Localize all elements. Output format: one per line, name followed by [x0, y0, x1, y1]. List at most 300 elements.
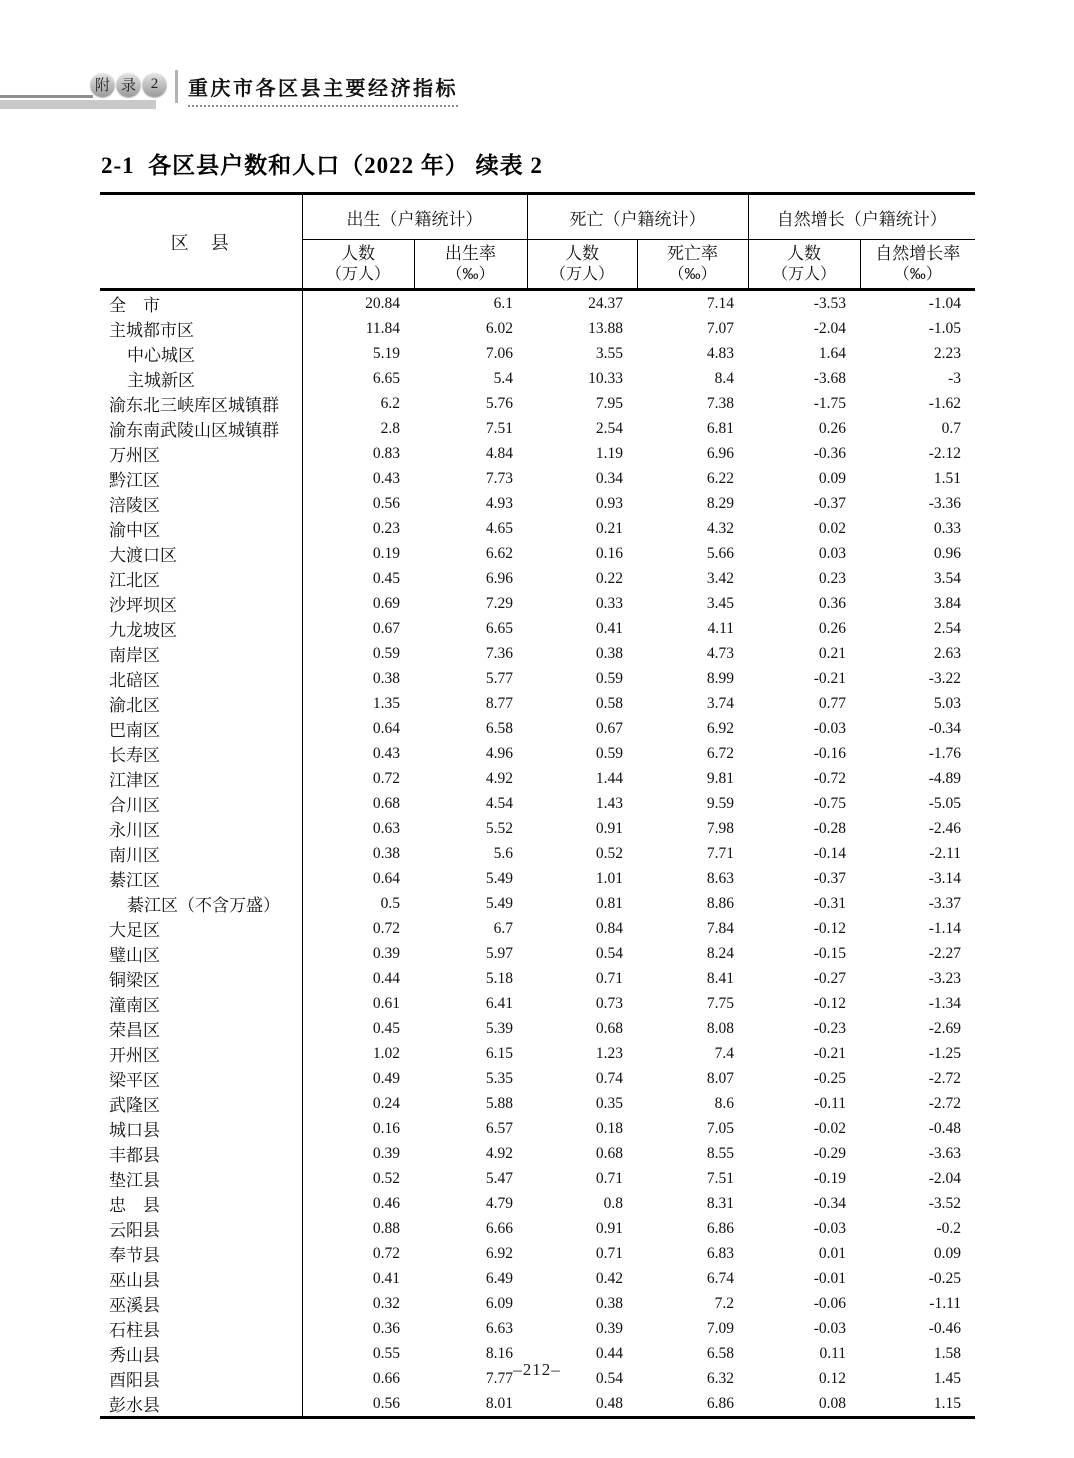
value-cell: -1.75 [813, 394, 846, 412]
value-cell: 5.03 [933, 694, 961, 712]
value-cell: -0.75 [813, 794, 846, 812]
value-cell: 11.84 [365, 319, 400, 337]
value-cell: -0.27 [813, 969, 846, 987]
value-cell: 8.63 [706, 869, 734, 887]
value-cell: -0.03 [813, 1219, 846, 1237]
value-cell: 6.15 [485, 1044, 513, 1062]
district-name-cell: 铜梁区 [100, 966, 302, 991]
table-row [100, 766, 975, 791]
value-cell: 6.58 [706, 1344, 734, 1362]
district-name-cell: 石柱县 [100, 1316, 302, 1341]
value-cell: 5.6 [493, 844, 513, 862]
value-cell: 7.14 [706, 294, 734, 312]
value-cell: 5.4 [493, 369, 513, 387]
value-cell: 0.77 [818, 694, 846, 712]
table-row [100, 1191, 975, 1216]
header-divider [175, 70, 178, 103]
value-cell: 0.39 [372, 1144, 400, 1162]
value-cell: 0.16 [372, 1119, 400, 1137]
table-row [100, 866, 975, 891]
value-cell: 6.86 [706, 1394, 734, 1412]
value-cell: 0.21 [818, 644, 846, 662]
district-name-cell: 主城新区 [100, 366, 302, 391]
value-cell: 3.45 [706, 594, 734, 612]
value-cell: 0.12 [818, 1369, 846, 1387]
table-row [100, 1316, 975, 1341]
value-cell: 7.29 [485, 594, 513, 612]
value-cell: 10.33 [588, 369, 623, 387]
value-cell: 7.95 [595, 394, 623, 412]
value-cell: 8.41 [706, 969, 734, 987]
value-cell: 0.64 [372, 719, 400, 737]
district-name-cell: 巫山县 [100, 1266, 302, 1291]
value-cell: 0.67 [595, 719, 623, 737]
value-cell: 7.71 [706, 844, 734, 862]
district-name-cell: 大渡口区 [100, 541, 302, 566]
value-cell: 0.52 [595, 844, 623, 862]
value-cell: 7.77 [485, 1369, 513, 1387]
district-name-cell: 奉节县 [100, 1241, 302, 1266]
value-cell: 7.06 [485, 344, 513, 362]
value-cell: 8.07 [706, 1069, 734, 1087]
table-row [100, 290, 975, 317]
value-cell: 0.01 [818, 1244, 846, 1262]
district-name-cell: 垫江县 [100, 1166, 302, 1191]
district-name-cell: 黔江区 [100, 466, 302, 491]
value-cell: 6.86 [706, 1219, 734, 1237]
value-cell: 2.54 [933, 619, 961, 637]
table-row [100, 1041, 975, 1066]
value-cell: 1.15 [933, 1394, 961, 1412]
value-cell: 0.38 [372, 844, 400, 862]
value-cell: 0.81 [595, 894, 623, 912]
value-cell: 2.23 [933, 344, 961, 362]
value-cell: 5.88 [485, 1094, 513, 1112]
value-cell: 4.65 [485, 519, 513, 537]
value-cell: -0.15 [813, 944, 846, 962]
value-cell: 6.96 [485, 569, 513, 587]
value-cell: 5.76 [485, 394, 513, 412]
district-name-cell: 永川区 [100, 816, 302, 841]
value-cell: 0.49 [372, 1069, 400, 1087]
subheader-line1: 人数 [787, 243, 821, 263]
value-cell: -0.12 [813, 994, 846, 1012]
value-cell: -3.53 [813, 294, 846, 312]
district-name-cell: 渝北区 [100, 691, 302, 716]
value-cell: -0.29 [813, 1144, 846, 1162]
district-name-cell: 九龙坡区 [100, 616, 302, 641]
value-cell: 0.68 [372, 794, 400, 812]
value-cell: -0.2 [936, 1219, 961, 1237]
value-cell: 6.57 [485, 1119, 513, 1137]
value-cell: 0.83 [372, 444, 400, 462]
district-name-cell: 巫溪县 [100, 1291, 302, 1316]
value-cell: 0.69 [372, 594, 400, 612]
value-cell: -0.37 [813, 869, 846, 887]
value-cell: 6.62 [485, 544, 513, 562]
value-cell: 6.65 [485, 619, 513, 637]
value-cell: 6.74 [706, 1269, 734, 1287]
district-name-cell: 渝中区 [100, 516, 302, 541]
value-cell: -2.72 [928, 1069, 961, 1087]
table-row [100, 941, 975, 966]
subheader-line1: 自然增长率 [875, 243, 961, 263]
value-cell: -1.05 [928, 319, 961, 337]
value-cell: 0.52 [372, 1169, 400, 1187]
value-cell: 8.08 [706, 1019, 734, 1037]
value-cell: 0.42 [595, 1269, 623, 1287]
district-name-cell: 沙坪坝区 [100, 591, 302, 616]
value-cell: 0.43 [372, 744, 400, 762]
district-name-cell: 潼南区 [100, 991, 302, 1016]
value-cell: 8.86 [706, 894, 734, 912]
value-cell: 0.91 [595, 1219, 623, 1237]
subheader-line2: （‰） [893, 265, 942, 283]
value-cell: 6.92 [706, 719, 734, 737]
section-title: 重庆市各区县主要经济指标 [188, 72, 458, 107]
value-cell: 6.63 [485, 1319, 513, 1337]
value-cell: 1.45 [933, 1369, 961, 1387]
value-cell: 13.88 [588, 319, 623, 337]
value-cell: 0.56 [372, 494, 400, 512]
value-cell: 0.63 [372, 819, 400, 837]
value-cell: 6.22 [706, 469, 734, 487]
value-cell: 0.56 [372, 1394, 400, 1412]
subheader-line1: 人数 [565, 243, 599, 263]
table-row [100, 691, 975, 716]
value-cell: 0.59 [595, 744, 623, 762]
district-name-cell: 梁平区 [100, 1066, 302, 1091]
value-cell: -0.46 [928, 1319, 961, 1337]
value-cell: 8.55 [706, 1144, 734, 1162]
value-cell: 0.32 [372, 1294, 400, 1312]
value-cell: 1.19 [595, 444, 623, 462]
value-cell: 0.71 [595, 1169, 623, 1187]
subheader-line1: 人数 [341, 243, 375, 263]
value-cell: -2.72 [928, 1094, 961, 1112]
value-cell: -0.16 [813, 744, 846, 762]
value-cell: 0.72 [372, 1244, 400, 1262]
value-cell: 0.36 [818, 594, 846, 612]
table-row [100, 966, 975, 991]
value-cell: 1.35 [372, 694, 400, 712]
value-cell: 4.93 [485, 494, 513, 512]
value-cell: 8.77 [485, 694, 513, 712]
table-row [100, 1016, 975, 1041]
value-cell: -0.28 [813, 819, 846, 837]
table-row [100, 1266, 975, 1291]
value-cell: -3.14 [928, 869, 961, 887]
district-name-cell: 璧山区 [100, 941, 302, 966]
value-cell: 0.59 [595, 669, 623, 687]
value-cell: -0.25 [813, 1069, 846, 1087]
table-row [100, 1066, 975, 1091]
value-cell: 6.09 [485, 1294, 513, 1312]
table-row [100, 516, 975, 541]
value-cell: -2.04 [928, 1169, 961, 1187]
district-name-cell: 江北区 [100, 566, 302, 591]
value-cell: 5.35 [485, 1069, 513, 1087]
value-cell: 0.46 [372, 1194, 400, 1212]
table-row [100, 1166, 975, 1191]
table-row [100, 391, 975, 416]
value-cell: 0.21 [595, 519, 623, 537]
value-cell: -2.11 [929, 844, 961, 862]
badge-char-circle: 录 [116, 72, 141, 97]
district-name-cell: 涪陵区 [100, 491, 302, 516]
table-row [100, 791, 975, 816]
value-cell: 3.55 [595, 344, 623, 362]
value-cell: -2.04 [813, 319, 846, 337]
value-cell: 0.34 [595, 469, 623, 487]
subheader-line2: （万人） [771, 265, 836, 283]
table-row [100, 741, 975, 766]
value-cell: 0.54 [595, 1369, 623, 1387]
value-cell: 6.32 [706, 1369, 734, 1387]
value-cell: 0.33 [595, 594, 623, 612]
subheader-growth-count [748, 240, 860, 290]
value-cell: 5.52 [485, 819, 513, 837]
value-cell: -3 [948, 369, 961, 387]
value-cell: 5.77 [485, 669, 513, 687]
population-table [100, 192, 975, 1419]
value-cell: 0.72 [372, 769, 400, 787]
value-cell: 7.2 [714, 1294, 734, 1312]
value-cell: 7.4 [714, 1044, 734, 1062]
value-cell: 0.58 [595, 694, 623, 712]
district-name-cell: 忠 县 [100, 1191, 302, 1216]
table-row [100, 1141, 975, 1166]
value-cell: 6.02 [485, 319, 513, 337]
value-cell: -0.23 [813, 1019, 846, 1037]
subheader-growth-rate [860, 240, 975, 290]
subheader-birth-rate [414, 240, 527, 290]
value-cell: 0.26 [818, 419, 846, 437]
value-cell: 1.44 [595, 769, 623, 787]
value-cell: -1.62 [928, 394, 961, 412]
table-row [100, 591, 975, 616]
value-cell: 3.42 [706, 569, 734, 587]
district-name-cell: 北碚区 [100, 666, 302, 691]
value-cell: 0.03 [818, 544, 846, 562]
appendix-badge [90, 72, 167, 97]
value-cell: 6.7 [493, 919, 513, 937]
table-row [100, 1241, 975, 1266]
table-row [100, 1216, 975, 1241]
value-cell: 0.73 [595, 994, 623, 1012]
value-cell: -1.04 [928, 294, 961, 312]
district-name-cell: 秀山县 [100, 1341, 302, 1366]
value-cell: 0.68 [595, 1019, 623, 1037]
value-cell: 0.8 [603, 1194, 623, 1212]
value-cell: 0.59 [372, 644, 400, 662]
value-cell: 0.24 [372, 1094, 400, 1112]
value-cell: 0.71 [595, 1244, 623, 1262]
value-cell: 7.36 [485, 644, 513, 662]
table-title: 2-1 各区县户数和人口（2022 年） 续表 2 [101, 153, 543, 178]
subheader-line2: （‰） [446, 265, 495, 283]
value-cell: 7.73 [485, 469, 513, 487]
table-row [100, 666, 975, 691]
value-cell: -0.37 [813, 494, 846, 512]
district-name-cell: 綦江区 [100, 866, 302, 891]
subheader-line2: （万人） [549, 265, 614, 283]
table-row [100, 716, 975, 741]
value-cell: 7.09 [706, 1319, 734, 1337]
value-cell: 0.71 [595, 969, 623, 987]
value-cell: 0.16 [595, 544, 623, 562]
header-deco-line [0, 95, 93, 98]
value-cell: 8.31 [706, 1194, 734, 1212]
value-cell: 6.1 [493, 294, 513, 312]
value-cell: 0.26 [818, 619, 846, 637]
value-cell: 7.05 [706, 1119, 734, 1137]
table-row [100, 366, 975, 391]
district-name-cell: 云阳县 [100, 1216, 302, 1241]
value-cell: 0.33 [933, 519, 961, 537]
value-cell: -0.03 [813, 1319, 846, 1337]
value-cell: 8.4 [714, 369, 734, 387]
value-cell: 0.96 [933, 544, 961, 562]
value-cell: 0.38 [372, 669, 400, 687]
value-cell: 9.81 [706, 769, 734, 787]
value-cell: -3.68 [813, 369, 846, 387]
value-cell: 2.54 [595, 419, 623, 437]
district-name-cell: 江津区 [100, 766, 302, 791]
table-row [100, 566, 975, 591]
value-cell: 0.66 [372, 1369, 400, 1387]
table-row [100, 466, 975, 491]
value-cell: -2.27 [928, 944, 961, 962]
district-name-cell: 中心城区 [100, 341, 302, 366]
value-cell: 5.97 [485, 944, 513, 962]
value-cell: 0.35 [595, 1094, 623, 1112]
value-cell: -1.14 [928, 919, 961, 937]
value-cell: 1.23 [595, 1044, 623, 1062]
district-name-cell: 彭水县 [100, 1391, 302, 1418]
page-number: –212– [513, 1360, 561, 1379]
value-cell: 7.98 [706, 819, 734, 837]
value-cell: 5.49 [485, 894, 513, 912]
badge-char-circle: 附 [90, 72, 115, 97]
district-name-cell: 城口县 [100, 1116, 302, 1141]
value-cell: 0.44 [595, 1344, 623, 1362]
value-cell: 0.74 [595, 1069, 623, 1087]
value-cell: 6.83 [706, 1244, 734, 1262]
value-cell: 4.83 [706, 344, 734, 362]
district-name-cell: 酉阳县 [100, 1366, 302, 1391]
value-cell: 6.92 [485, 1244, 513, 1262]
value-cell: 0.23 [372, 519, 400, 537]
header-deco-bar [0, 100, 156, 109]
table-row [100, 1116, 975, 1141]
value-cell: 5.19 [372, 344, 400, 362]
value-cell: 20.84 [365, 294, 400, 312]
group-header-births: 出生（户籍统计） [302, 194, 527, 240]
value-cell: 7.51 [706, 1169, 734, 1187]
value-cell: 0.45 [372, 569, 400, 587]
value-cell: 0.61 [372, 994, 400, 1012]
table-row [100, 816, 975, 841]
district-name-cell: 丰都县 [100, 1141, 302, 1166]
value-cell: 0.64 [372, 869, 400, 887]
value-cell: 0.23 [818, 569, 846, 587]
value-cell: 0.39 [372, 944, 400, 962]
table-row [100, 1391, 975, 1418]
badge-char-circle: 2 [142, 72, 167, 97]
value-cell: 6.81 [706, 419, 734, 437]
subheader-line2: （‰） [668, 265, 717, 283]
value-cell: 1.58 [933, 1344, 961, 1362]
value-cell: 0.72 [372, 919, 400, 937]
value-cell: -3.37 [928, 894, 961, 912]
table-row [100, 1091, 975, 1116]
value-cell: 5.47 [485, 1169, 513, 1187]
district-name-cell: 大足区 [100, 916, 302, 941]
district-name-cell: 綦江区（不含万盛） [100, 891, 302, 916]
value-cell: 0.19 [372, 544, 400, 562]
value-cell: 4.79 [485, 1194, 513, 1212]
value-cell: 5.39 [485, 1019, 513, 1037]
value-cell: 0.38 [595, 644, 623, 662]
value-cell: 4.84 [485, 444, 513, 462]
value-cell: 0.39 [595, 1319, 623, 1337]
value-cell: 4.54 [485, 794, 513, 812]
value-cell: 7.07 [706, 319, 734, 337]
value-cell: 0.08 [818, 1394, 846, 1412]
value-cell: -0.25 [928, 1269, 961, 1287]
district-name-cell: 渝东南武陵山区城镇群 [100, 416, 302, 441]
district-name-cell: 全 市 [100, 290, 302, 317]
district-name-cell: 巴南区 [100, 716, 302, 741]
value-cell: 0.67 [372, 619, 400, 637]
value-cell: -3.22 [928, 669, 961, 687]
value-cell: 4.96 [485, 744, 513, 762]
value-cell: -0.03 [813, 719, 846, 737]
value-cell: 0.93 [595, 494, 623, 512]
value-cell: 3.54 [933, 569, 961, 587]
table-body [100, 290, 975, 1418]
value-cell: 3.74 [706, 694, 734, 712]
table-row [100, 641, 975, 666]
value-cell: 7.38 [706, 394, 734, 412]
value-cell: -3.36 [928, 494, 961, 512]
value-cell: 6.58 [485, 719, 513, 737]
table-row [100, 416, 975, 441]
value-cell: -0.14 [813, 844, 846, 862]
value-cell: -0.36 [813, 444, 846, 462]
district-name-cell: 主城都市区 [100, 316, 302, 341]
value-cell: 24.37 [588, 294, 623, 312]
district-name-cell: 长寿区 [100, 741, 302, 766]
district-name-cell: 武隆区 [100, 1091, 302, 1116]
table-row [100, 991, 975, 1016]
table-row [100, 316, 975, 341]
value-cell: 0.11 [819, 1344, 846, 1362]
value-cell: 6.96 [706, 444, 734, 462]
value-cell: -2.46 [928, 819, 961, 837]
district-name-cell: 南川区 [100, 841, 302, 866]
value-cell: 0.09 [818, 469, 846, 487]
table-row [100, 1291, 975, 1316]
district-name-cell: 万州区 [100, 441, 302, 466]
subheader-line1: 死亡率 [667, 243, 718, 263]
value-cell: -0.34 [813, 1194, 846, 1212]
value-cell: -1.76 [928, 744, 961, 762]
group-header-deaths: 死亡（户籍统计） [527, 194, 748, 240]
value-cell: 0.45 [372, 1019, 400, 1037]
value-cell: 5.49 [485, 869, 513, 887]
